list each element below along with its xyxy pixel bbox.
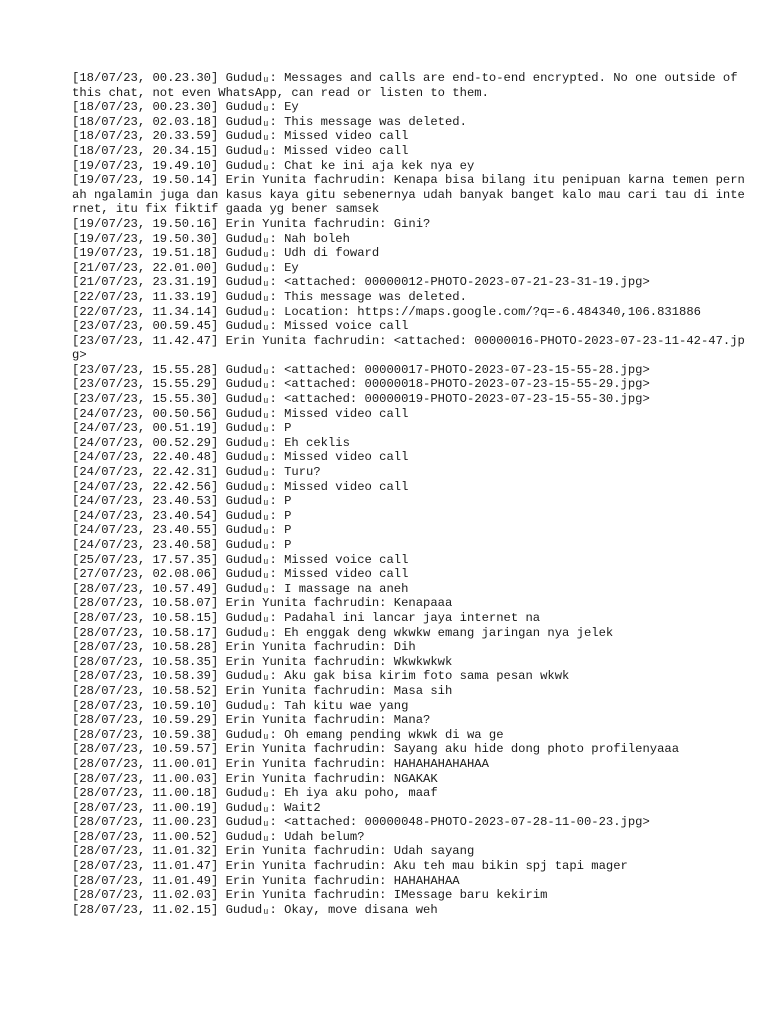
chat-line: [28/07/23, 10.59.38] Gududᵤ: Oh emang pending wkwk di wa ge [72,727,504,742]
chat-line: [24/07/23, 22.40.48] Gududᵤ: Missed video call [72,450,409,465]
chat-line: [24/07/23, 22.42.56] Gududᵤ: Missed video call [72,479,409,494]
chat-line: [28/07/23, 11.02.03] Erin Yunita fachrudin: IMessage baru kekirim [72,888,548,903]
chat-line: [28/07/23, 11.00.01] Erin Yunita fachrudin: HAHAHAHAHAHAA [72,756,489,771]
chat-line: [23/07/23, 00.59.45] Gududᵤ: Missed voice call [72,319,409,334]
chat-line: [22/07/23, 11.34.14] Gududᵤ: Location: https://maps.google.com/?q=-6.484340,106.831886 [72,304,701,319]
chat-line: [28/07/23, 11.00.52] Gududᵤ: Udah belum? [72,829,365,844]
chat-line: [23/07/23, 11.42.47] Erin Yunita fachrudin: <attached: 00000016-PHOTO-2023-07-23-11-42-47.jpg> [72,333,745,363]
chat-line: [22/07/23, 11.33.19] Gududᵤ: This message was deleted. [72,289,467,304]
chat-line: [23/07/23, 15.55.30] Gududᵤ: <attached: 00000019-PHOTO-2023-07-23-15-55-30.jpg> [72,392,650,407]
chat-line: [27/07/23, 02.08.06] Gududᵤ: Missed video call [72,567,409,582]
chat-line: [24/07/23, 23.40.58] Gududᵤ: P [72,538,292,552]
chat-line: [19/07/23, 19.50.30] Gududᵤ: Nah boleh [72,231,350,246]
chat-line: [28/07/23, 10.58.07] Erin Yunita fachrudin: Kenapaaa [72,596,453,611]
chat-line: [24/07/23, 00.50.56] Gududᵤ: Missed video call [72,406,409,421]
chat-line: [28/07/23, 11.02.15] Gududᵤ: Okay, move disana weh [72,902,438,917]
chat-line: [28/07/23, 11.01.32] Erin Yunita fachrudin: Udah sayang [72,844,475,859]
chat-line: [28/07/23, 10.59.29] Erin Yunita fachrudin: Mana? [72,713,431,728]
chat-line: [28/07/23, 10.58.28] Erin Yunita fachrudin: Dih [72,640,416,655]
chat-line: [28/07/23, 10.59.10] Gududᵤ: Tah kitu wae yang [72,698,409,713]
chat-line: [19/07/23, 19.50.16] Erin Yunita fachrudin: Gini? [72,216,431,231]
chat-line: [21/07/23, 22.01.00] Gududᵤ: Ey [72,260,299,275]
chat-line: [28/07/23, 11.01.47] Erin Yunita fachrudin: Aku teh mau bikin spj tapi mager [72,859,628,874]
chat-line: [28/07/23, 10.58.15] Gududᵤ: Padahal ini lancar jaya internet na [72,610,541,625]
chat-line: [28/07/23, 11.00.23] Gududᵤ: <attached: 00000048-PHOTO-2023-07-28-11-00-23.jpg> [72,815,650,830]
chat-log [72,71,752,917]
chat-line: [18/07/23, 20.33.59] Gududᵤ: Missed video call [72,129,409,144]
chat-line: [24/07/23, 00.51.19] Gududᵤ: P [72,421,292,436]
chat-line: [23/07/23, 15.55.29] Gududᵤ: <attached: 00000018-PHOTO-2023-07-23-15-55-29.jpg> [72,377,650,392]
chat-line: [19/07/23, 19.49.10] Gududᵤ: Chat ke ini aja kek nya ey [72,158,475,173]
chat-line: [24/07/23, 23.40.55] Gududᵤ: P [72,523,292,538]
chat-line: [28/07/23, 11.01.49] Erin Yunita fachrudin: HAHAHAHAA [72,873,460,888]
chat-line: [28/07/23, 10.58.35] Erin Yunita fachrudin: Wkwkwkwk [72,654,453,669]
chat-line: [28/07/23, 10.59.57] Erin Yunita fachrudin: Sayang aku hide dong photo profilenyaaa [72,742,680,757]
chat-line: [19/07/23, 19.51.18] Gududᵤ: Udh di foward [72,246,380,261]
chat-line: [18/07/23, 20.34.15] Gududᵤ: Missed video call [72,143,409,158]
chat-line: [28/07/23, 10.58.17] Gududᵤ: Eh enggak deng wkwkw emang jaringan nya jelek [72,625,614,640]
chat-line: [28/07/23, 11.00.18] Gududᵤ: Eh iya aku poho, maaf [72,786,438,801]
chat-line: [18/07/23, 02.03.18] Gududᵤ: This message was deleted. [72,114,467,129]
chat-line: [24/07/23, 22.42.31] Gududᵤ: Turu? [72,465,321,480]
chat-line: [28/07/23, 10.57.49] Gududᵤ: I massage na aneh [72,581,409,596]
chat-line: [24/07/23, 23.40.53] Gududᵤ: P [72,494,292,509]
chat-line: [28/07/23, 11.00.19] Gududᵤ: Wait2 [72,800,321,815]
chat-line: [19/07/23, 19.50.14] Erin Yunita fachrudin: Kenapa bisa bilang itu penipuan karna temen pernah ngalamin juga dan kasus kaya gitu sebenernya udah banyak banget kalo mau cari tau di internet, itu fix fiktif gaada yg bener samsek [72,173,745,217]
chat-line: [21/07/23, 23.31.19] Gududᵤ: <attached: 00000012-PHOTO-2023-07-21-23-31-19.jpg> [72,275,650,290]
chat-line: [28/07/23, 11.00.03] Erin Yunita fachrudin: NGAKAK [72,771,438,786]
chat-line: [28/07/23, 10.58.52] Erin Yunita fachrudin: Masa sih [72,683,453,698]
chat-line: [24/07/23, 00.52.29] Gududᵤ: Eh ceklis [72,435,350,450]
chat-line: [25/07/23, 17.57.35] Gududᵤ: Missed voice call [72,552,409,567]
chat-line: [28/07/23, 10.58.39] Gududᵤ: Aku gak bisa kirim foto sama pesan wkwk [72,669,570,684]
chat-line: [24/07/23, 23.40.54] Gududᵤ: P [72,508,292,523]
chat-line: [18/07/23, 00.23.30] Gududᵤ: Messages and calls are end-to-end encrypted. No one outside of this chat, not even WhatsApp, can read or listen to them. [72,71,745,100]
chat-line: [23/07/23, 15.55.28] Gududᵤ: <attached: 00000017-PHOTO-2023-07-23-15-55-28.jpg> [72,362,650,377]
chat-line: [18/07/23, 00.23.30] Gududᵤ: Ey [72,100,299,115]
